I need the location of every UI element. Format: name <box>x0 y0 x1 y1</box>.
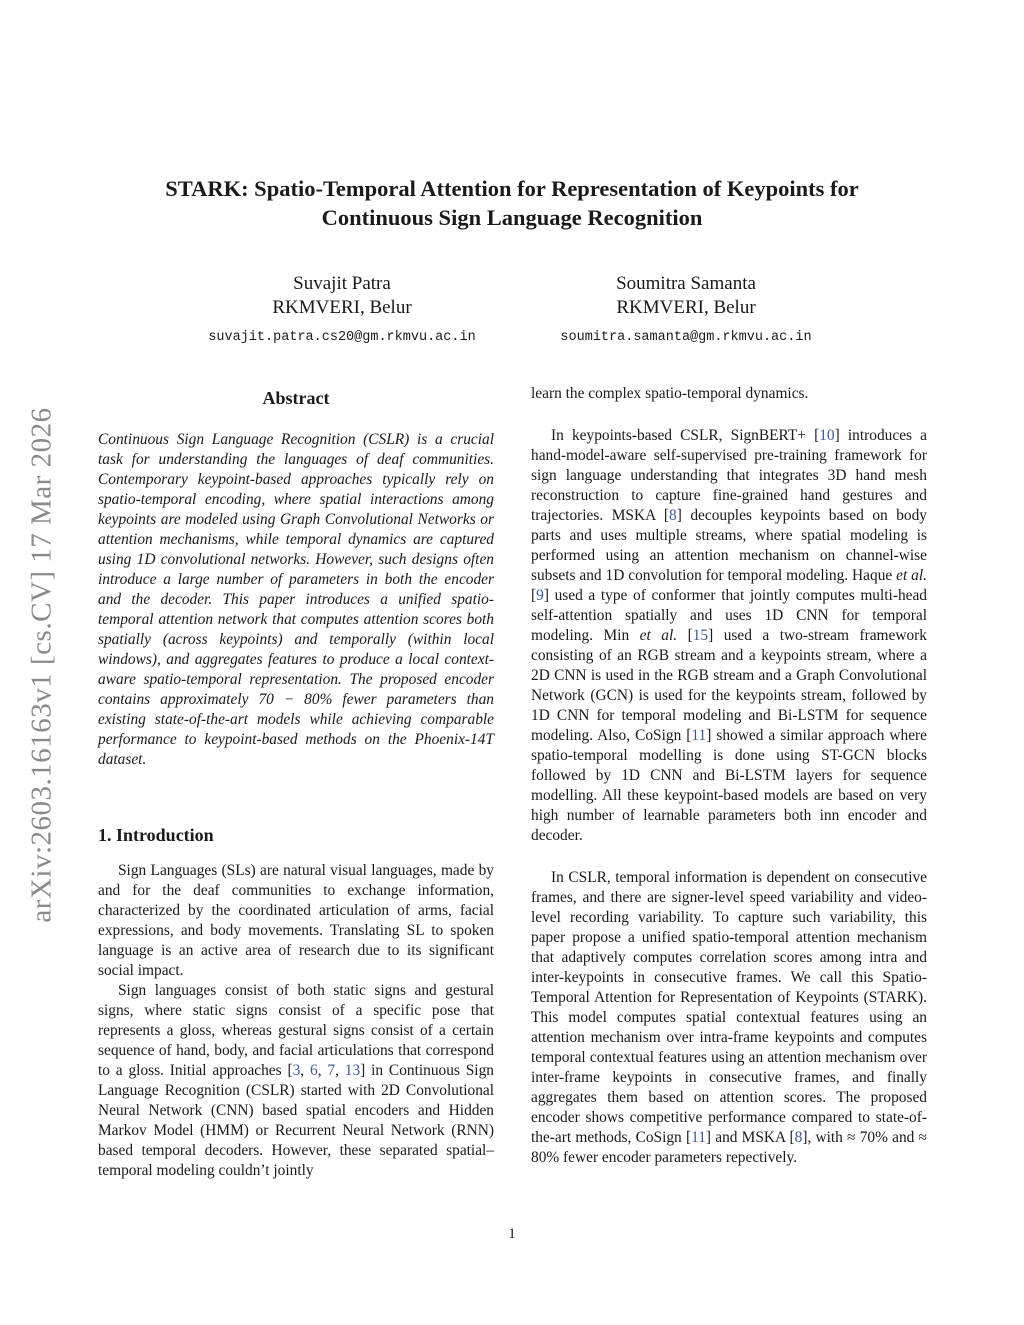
citation-link[interactable]: 6 <box>309 1062 318 1079</box>
author-name: Suvajit Patra <box>293 273 391 294</box>
arxiv-sidebar <box>20 370 64 960</box>
author-name: Soumitra Samanta <box>616 273 756 294</box>
right-column <box>531 384 927 1168</box>
author-email[interactable]: soumitra.samanta@gm.rkmvu.ac.in <box>560 330 812 345</box>
continued-paragraph: learn the complex spatio-temporal dynamics. <box>531 385 809 402</box>
citation-link[interactable]: 3 <box>292 1062 301 1079</box>
citation-link[interactable]: 7 <box>327 1062 336 1079</box>
citation-link[interactable]: 13 <box>344 1062 361 1079</box>
left-column <box>98 384 494 1181</box>
citation-link[interactable]: 8 <box>669 507 677 524</box>
intro-paragraph-2: Sign languages consist of both static signs and gestural signs, where static signs consist of a specific pose that represents a gloss, whereas gestural signs consist of a certain sequence of hand, body, and facial articulations that correspond to a gloss. Initial approaches [3, 6, 7, 13] in Continuous Sign Language Recognition (CSLR) started with 2D Convolutional Neural Network (CNN) based spatial encoders and Hidden Markov Model (HMM) or Recurrent Neural Network (RNN) based temporal decoders. However, these separated spatial–temporal modeling couldn’t jointly <box>98 982 494 1179</box>
method-overview-paragraph: In CSLR, temporal information is dependent on consecutive frames, and there are signer-level speed variability and video-level recording variability. To capture such variability, this paper propose a unified spatio-temporal attention mechanism that adaptively computes correlation scores among intra and inter-keypoints in consecutive frames. We call this Spatio-Temporal Attention for Representation of Keypoints (STARK). This model computes spatial contextual features using an attention mechanism over intra-frame keypoints and computes temporal contextual features using an attention mechanism over inter-frame keypoints in consecutive frames, and finally aggregates them based on attention scores. The proposed encoder shows competitive performance compared to state-of-the-art methods, CoSign [11] and MSKA [8], with ≈ 70% and ≈ 80% fewer encoder parameters repectively. <box>531 869 927 1166</box>
author-affiliation: RKMVERI, Belur <box>272 297 412 318</box>
arxiv-identifier: arXiv:2603.16163v1 [cs.CV] 17 Mar 2026 <box>25 407 58 923</box>
author-affiliation: RKMVERI, Belur <box>616 297 756 318</box>
author-2 <box>516 272 856 350</box>
citation-link[interactable]: 11 <box>691 727 707 744</box>
related-work-paragraph: In keypoints-based CSLR, SignBERT+ [10] introduces a hand-model-aware self-supervised pre-training framework for sign language understanding that integrates 3D hand mesh reconstruction to capture fine-grained hand gestures and trajectories. MSKA [8] decouples keypoints based on body parts and uses multiple streams, where spatial modeling is performed using an attention mechanism on channel-wise subsets and 1D convolution for temporal modeling. Haque et al. [9] used a type of conformer that jointly computes multi-head self-attention spatially and uses 1D CNN for temporal modeling. Min et al. [15] used a two-stream framework consisting of an RGB stream and a keypoints stream, where a 2D CNN is used in the RGB stream and a Graph Convolutional Network (GCN) is used for the keypoints stream, followed by 1D CNN for temporal modeling and Bi-LSTM for sequence modeling. Also, CoSign [11] showed a similar approach where spatio-temporal modelling is done using ST-GCN blocks followed by 1D CNN and Bi-LSTM layers for sequence modelling. All these keypoint-based models are based on very high number of learnable parameters both inn encoder and decoder. <box>531 427 928 844</box>
citation-link[interactable]: 15 <box>692 627 709 644</box>
page-number: 1 <box>508 1226 516 1242</box>
abstract-text: Continuous Sign Language Recognition (CSLR) is a crucial task for understanding the languages of deaf communities. Contemporary keypoint-based approaches typically rely on spatio-temporal encoding, where spatial interactions among keypoints are modeled using Graph Convolutional Networks or attention mechanisms, while temporal dynamics are captured using 1D convolutional networks. However, such designs often introduce a large number of parameters in both the encoder and the decoder. This paper introduces a unified spatio-temporal attention network that computes attention scores both spatially (across keypoints) and temporally (within local windows), and aggregates features to produce a local context-aware spatio-temporal representation. The proposed encoder contains approximately 70 − 80% fewer parameters than existing state-of-the-art models while achieving comparable performance to keypoint-based methods on the Phoenix-14T dataset. <box>98 431 494 768</box>
citation-link[interactable]: 9 <box>536 587 544 604</box>
abstract-heading: Abstract <box>262 388 330 408</box>
citation-link[interactable]: 11 <box>691 1129 706 1146</box>
introduction-heading: 1. Introduction <box>98 825 214 845</box>
author-email[interactable]: suvajit.patra.cs20@gm.rkmvu.ac.in <box>208 330 476 345</box>
citation-link[interactable]: 8 <box>794 1129 803 1146</box>
intro-paragraph-1: Sign Languages (SLs) are natural visual languages, made by and for the deaf communities to exchange information, characterized by the coordinated articulation of arms, facial expressions, and body movements. Translating SL to spoken language is an active area of research due to its significant social impact. <box>98 862 494 979</box>
paper-title: STARK: Spatio-Temporal Attention for Representation of Keypoints for Continuous Sign Language Recognition <box>165 176 859 230</box>
author-1 <box>172 272 512 350</box>
citation-link[interactable]: 10 <box>819 427 835 444</box>
